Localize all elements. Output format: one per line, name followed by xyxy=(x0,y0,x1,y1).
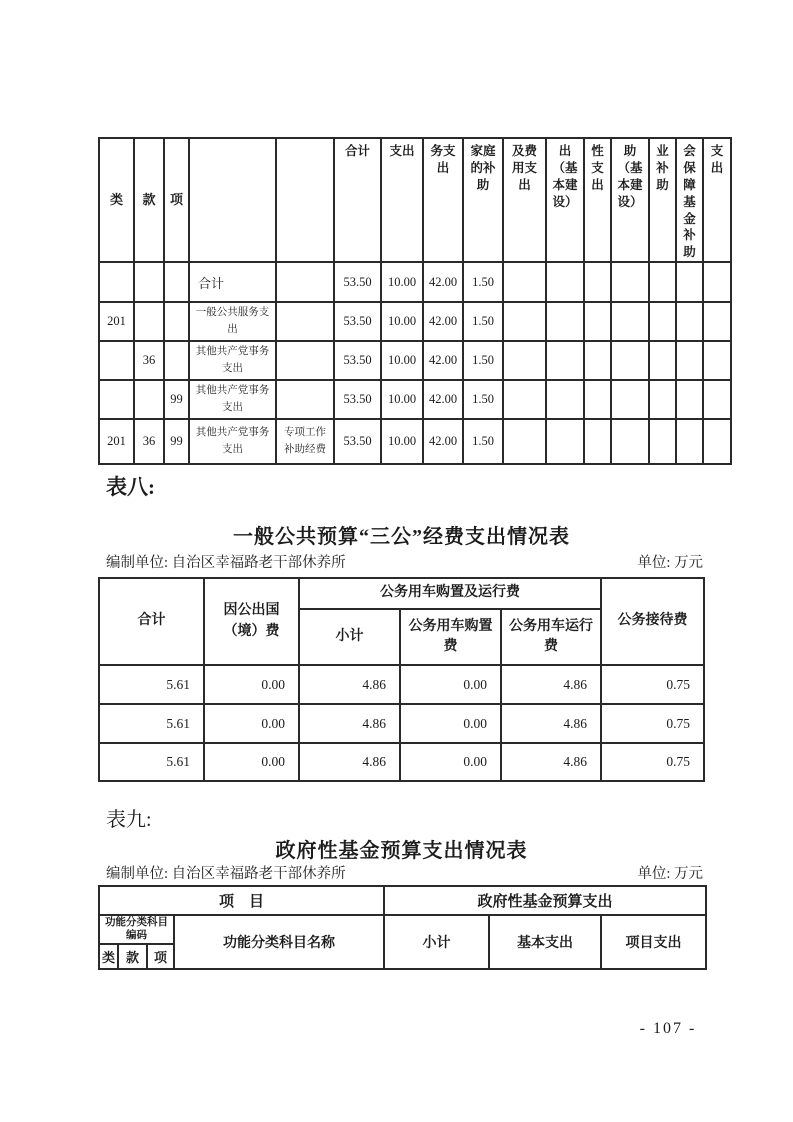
data-cell xyxy=(99,341,134,380)
data-cell: 42.00 xyxy=(423,380,463,419)
header-cell-kuan: 款 xyxy=(118,944,147,969)
table-row xyxy=(99,743,704,781)
header-cell: 项 xyxy=(164,138,189,262)
data-cell: 53.50 xyxy=(334,302,381,341)
data-cell: 0.00 xyxy=(400,665,501,704)
table-row xyxy=(99,665,704,704)
data-cell xyxy=(134,380,164,419)
data-cell xyxy=(503,262,546,302)
header-cell-operation: 公务用车运行费 xyxy=(501,609,601,665)
data-cell xyxy=(611,262,649,302)
header-cell-purchase: 公务用车购置费 xyxy=(400,609,501,665)
data-cell xyxy=(676,419,703,464)
data-cell: 1.50 xyxy=(463,419,503,464)
header-cell: 支出 xyxy=(381,138,423,262)
data-cell: 36 xyxy=(134,341,164,380)
data-cell: 4.86 xyxy=(299,704,400,743)
data-cell: 专项工作补助经费 xyxy=(276,419,334,464)
data-cell xyxy=(134,302,164,341)
data-cell: 10.00 xyxy=(381,302,423,341)
data-cell: 5.61 xyxy=(99,665,204,704)
page-number: - 107 - xyxy=(639,1020,697,1037)
data-cell: 201 xyxy=(99,302,134,341)
data-cell: 1.50 xyxy=(463,302,503,341)
data-cell xyxy=(611,341,649,380)
data-cell xyxy=(546,419,584,464)
table-row xyxy=(99,302,731,341)
header-cell xyxy=(276,138,334,262)
header-cell: 合计 xyxy=(334,138,381,262)
data-cell xyxy=(703,262,731,302)
table9-title: 政府性基金预算支出情况表 xyxy=(275,840,528,862)
header-cell: 业补助 xyxy=(649,138,676,262)
data-cell xyxy=(546,341,584,380)
table9-unit-row xyxy=(106,862,703,883)
header-cell-basic: 基本支出 xyxy=(489,915,601,969)
data-cell xyxy=(546,302,584,341)
table-header-row xyxy=(99,886,706,915)
header-cell-vehicle-group: 公务用车购置及运行费 xyxy=(299,578,601,609)
data-cell xyxy=(164,302,189,341)
data-cell: 1.50 xyxy=(463,380,503,419)
data-cell xyxy=(503,419,546,464)
table-row xyxy=(99,419,731,464)
header-cell-function-name: 功能分类科目名称 xyxy=(174,915,384,969)
data-cell: 5.61 xyxy=(99,743,204,781)
header-cell: 及费用支出 xyxy=(503,138,546,262)
data-cell: 53.50 xyxy=(334,262,381,302)
data-cell xyxy=(276,302,334,341)
table-row xyxy=(99,262,731,302)
header-cell-item: 项目支出 xyxy=(601,915,706,969)
data-cell: 10.00 xyxy=(381,262,423,302)
data-cell: 1.50 xyxy=(463,341,503,380)
data-cell xyxy=(584,262,611,302)
data-cell xyxy=(584,341,611,380)
table8-title: 一般公共预算“三公”经费支出情况表 xyxy=(233,526,570,548)
data-cell xyxy=(649,302,676,341)
data-cell: 其他共产党事务支出 xyxy=(189,341,276,380)
prepared-by-label: 编制单位: 自治区幸福路老干部休养所 xyxy=(106,555,346,571)
data-cell: 0.75 xyxy=(601,743,704,781)
data-cell: 42.00 xyxy=(423,262,463,302)
data-cell: 0.00 xyxy=(400,704,501,743)
header-cell: 性支出 xyxy=(584,138,611,262)
table-row xyxy=(99,341,731,380)
data-cell: 53.50 xyxy=(334,380,381,419)
data-cell xyxy=(649,380,676,419)
header-cell-subtotal: 小计 xyxy=(384,915,489,969)
data-cell: 36 xyxy=(134,419,164,464)
budget-expenditure-continuation-table xyxy=(98,137,732,465)
data-cell: 其他共产党事务支出 xyxy=(189,380,276,419)
data-cell xyxy=(703,341,731,380)
data-cell: 5.61 xyxy=(99,704,204,743)
data-cell: 其他共产党事务支出 xyxy=(189,419,276,464)
data-cell xyxy=(584,380,611,419)
data-cell: 10.00 xyxy=(381,419,423,464)
table-header-row xyxy=(99,138,731,262)
data-cell xyxy=(676,380,703,419)
header-cell-fund-expenditure: 政府性基金预算支出 xyxy=(384,886,706,915)
header-cell xyxy=(189,138,276,262)
data-cell: 0.00 xyxy=(204,743,299,781)
data-cell: 53.50 xyxy=(334,419,381,464)
data-cell: 99 xyxy=(164,419,189,464)
header-cell: 类 xyxy=(99,138,134,262)
data-cell xyxy=(276,380,334,419)
data-cell xyxy=(676,262,703,302)
header-cell-subtotal: 小计 xyxy=(299,609,400,665)
data-cell: 42.00 xyxy=(423,419,463,464)
data-cell: 0.00 xyxy=(204,704,299,743)
data-cell xyxy=(611,302,649,341)
data-cell xyxy=(611,380,649,419)
section-label-table8: 表八: xyxy=(106,475,155,499)
data-cell: 99 xyxy=(164,380,189,419)
data-cell xyxy=(99,262,134,302)
section-label-table9: 表九: xyxy=(106,809,152,831)
unit-label: 单位: 万元 xyxy=(637,866,703,882)
header-cell: 务支出 xyxy=(423,138,463,262)
data-cell xyxy=(584,419,611,464)
data-cell xyxy=(503,302,546,341)
data-cell: 42.00 xyxy=(423,341,463,380)
data-cell xyxy=(649,262,676,302)
data-cell xyxy=(649,341,676,380)
data-cell: 4.86 xyxy=(501,704,601,743)
header-cell-reception: 公务接待费 xyxy=(601,578,704,665)
data-cell xyxy=(703,302,731,341)
data-cell xyxy=(99,380,134,419)
header-cell: 会保障基金补助 xyxy=(676,138,703,262)
data-cell: 10.00 xyxy=(381,380,423,419)
data-cell: 合计 xyxy=(189,262,276,302)
table8-unit-row xyxy=(106,551,703,572)
header-cell-project: 项 目 xyxy=(99,886,384,915)
data-cell xyxy=(276,341,334,380)
data-cell: 4.86 xyxy=(501,743,601,781)
data-cell xyxy=(503,341,546,380)
data-cell xyxy=(703,380,731,419)
data-cell: 4.86 xyxy=(501,665,601,704)
unit-label: 单位: 万元 xyxy=(637,555,703,571)
government-fund-budget-table xyxy=(98,885,707,970)
data-cell xyxy=(276,262,334,302)
data-cell: 一般公共服务支出 xyxy=(189,302,276,341)
data-cell xyxy=(546,262,584,302)
data-cell xyxy=(164,262,189,302)
data-cell: 1.50 xyxy=(463,262,503,302)
header-cell: 支出 xyxy=(703,138,731,262)
three-public-funds-table xyxy=(98,577,705,782)
header-cell-function-code: 功能分类科目编码 xyxy=(99,915,174,944)
header-cell-abroad: 因公出国（境）费 xyxy=(204,578,299,665)
header-cell-xiang: 项 xyxy=(147,944,174,969)
data-cell: 10.00 xyxy=(381,341,423,380)
data-cell: 0.00 xyxy=(400,743,501,781)
data-cell xyxy=(546,380,584,419)
data-cell xyxy=(649,419,676,464)
data-cell xyxy=(676,341,703,380)
header-cell-lei: 类 xyxy=(99,944,118,969)
data-cell: 201 xyxy=(99,419,134,464)
table-row xyxy=(99,704,704,743)
data-cell: 0.00 xyxy=(204,665,299,704)
data-cell xyxy=(676,302,703,341)
data-cell xyxy=(503,380,546,419)
header-cell: 家庭的补助 xyxy=(463,138,503,262)
data-cell: 4.86 xyxy=(299,743,400,781)
data-cell xyxy=(134,262,164,302)
data-cell: 53.50 xyxy=(334,341,381,380)
header-cell-total: 合计 xyxy=(99,578,204,665)
table-header-row xyxy=(99,915,706,944)
data-cell xyxy=(584,302,611,341)
table-header-row xyxy=(99,578,704,609)
data-cell xyxy=(164,341,189,380)
data-cell: 0.75 xyxy=(601,704,704,743)
data-cell: 0.75 xyxy=(601,665,704,704)
data-cell xyxy=(703,419,731,464)
header-cell: 助（基本建设） xyxy=(611,138,649,262)
prepared-by-label: 编制单位: 自治区幸福路老干部休养所 xyxy=(106,866,346,882)
header-cell: 出（基本建设） xyxy=(546,138,584,262)
table-row xyxy=(99,380,731,419)
data-cell xyxy=(611,419,649,464)
data-cell: 42.00 xyxy=(423,302,463,341)
data-cell: 4.86 xyxy=(299,665,400,704)
header-cell: 款 xyxy=(134,138,164,262)
